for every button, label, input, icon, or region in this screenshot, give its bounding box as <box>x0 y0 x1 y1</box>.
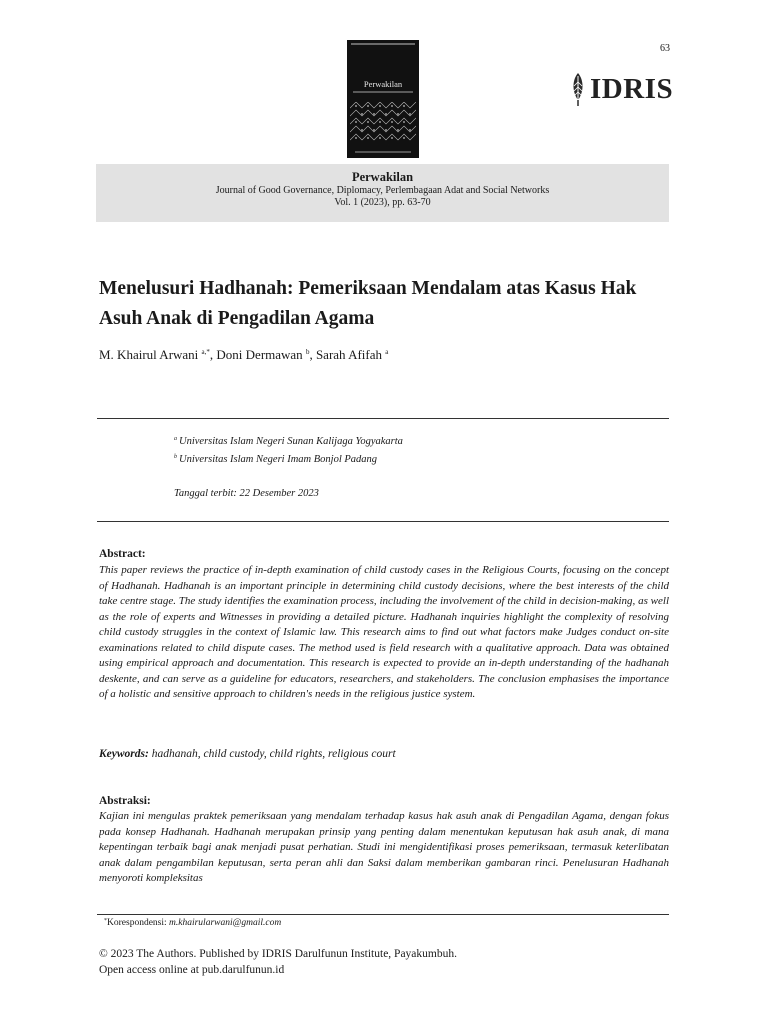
publisher-logo <box>570 72 673 106</box>
correspondence-label: Korespondensi: <box>107 918 170 928</box>
journal-header <box>96 164 669 222</box>
author-name: Doni Dermawan <box>216 347 303 362</box>
cover-title: Perwakilan <box>363 79 403 89</box>
journal-cover-thumbnail <box>347 40 419 158</box>
copyright-notice: © 2023 The Authors. Published by IDRIS Darulfunun Institute, Payakumbuh. <box>99 948 457 960</box>
abstract-body: This paper reviews the practice of in-depth examination of child custody cases in the Religious Courts, focusing on the concept of Hadhanah. Hadhanah is an important principle in determining child custody decisions, where the best interests of the child take centre stage. The study identifies the examination process, including the involvement of the child in decision-making, as well as the role of experts and Witnesses in providing a detailed picture. Hadhanah inquiries highlight the complexity of resolving child custody struggles in the context of Islamic law. This research aims to find out what factors make Judges conduct on-site examinations related to child dispute cases. The method used is field research with a qualitative approach. Data was obtained using empirical approach and documentation. This research is expected to provide an in-depth understanding of the hadhanah deskente, and can serve as a guideline for educators, researchers, and stakeholders. The conclusion emphasises the importance of a holistic and sensitive approach to children's needs in the religious justice system. <box>99 564 669 700</box>
author-affiliation-mark: a <box>385 348 389 356</box>
abstraksi-heading: Abstraksi: <box>99 795 151 807</box>
article-title: Menelusuri Hadhanah: Pemeriksaan Mendalam atas Kasus Hak Asuh Anak di Pengadilan Agama <box>99 278 637 329</box>
keywords-label: Keywords: <box>99 748 149 760</box>
affiliation-mark: a <box>174 436 177 442</box>
journal-full-name: Journal of Good Governance, Diplomacy, Perlembagaan Adat and Social Networks <box>215 185 550 196</box>
journal-name: Perwakilan <box>351 170 414 184</box>
affiliation-text: Universitas Islam Negeri Imam Bonjol Padang <box>179 454 378 465</box>
footnote-divider <box>97 914 669 915</box>
cover-pattern <box>350 102 416 144</box>
page-number: 63 <box>660 43 670 54</box>
author-affiliation-mark: a,* <box>201 348 210 356</box>
publication-date: Tanggal terbit: 22 Desember 2023 <box>174 488 319 499</box>
divider <box>97 418 669 419</box>
author-list: M. Khairul Arwani $^{a,*}$, Doni Dermawan $^b$, Sarah Afifah $^a$ <box>99 347 389 362</box>
abstract-heading: Abstract: <box>99 548 146 560</box>
affiliation <box>174 454 377 465</box>
correspondence-note <box>104 918 281 928</box>
leaf-icon <box>570 72 586 106</box>
affiliation <box>174 436 403 447</box>
affiliation-text: Universitas Islam Negeri Sunan Kalijaga Yogyakarta <box>179 436 403 447</box>
divider <box>97 521 669 522</box>
logo-text: IDRIS <box>590 72 674 105</box>
keywords-text: hadhanah, child custody, child rights, religious court <box>148 748 396 760</box>
author-name: M. Khairul Arwani <box>99 347 199 362</box>
open-access-notice: Open access online at pub.darulfunun.id <box>99 964 285 976</box>
journal-volume: Vol. 1 (2023), pp. 63-70 <box>334 197 431 208</box>
correspondence-email[interactable]: m.khairularwani@gmail.com <box>169 918 282 928</box>
abstraksi-body: Kajian ini mengulas praktek pemeriksaan yang mendalam terhadap kasus hak asuh anak di Pengadilan Agama, dengan fokus pada konsep Hadhanah. Hadhanah merupakan prinsip yang penting dalam menentukan keputusan hak asuh anak, di mana kepentingan terbaik bagi anak menjadi pusat perhatian. Studi ini mengidentifikasi proses pemeriksaan, termasuk keterlibatan anak dalam pengambilan keputusan, serta peran ahli dan Saksi dalam memberikan gambaran rinci. Penelusuran Hadhanah menyoroti kompleksitas <box>99 810 669 884</box>
affiliation-mark: b <box>174 454 177 460</box>
keywords <box>99 748 396 760</box>
correspondence-mark: * <box>104 918 107 924</box>
author-affiliation-mark: b <box>305 348 310 356</box>
author-name: Sarah Afifah <box>315 347 382 362</box>
